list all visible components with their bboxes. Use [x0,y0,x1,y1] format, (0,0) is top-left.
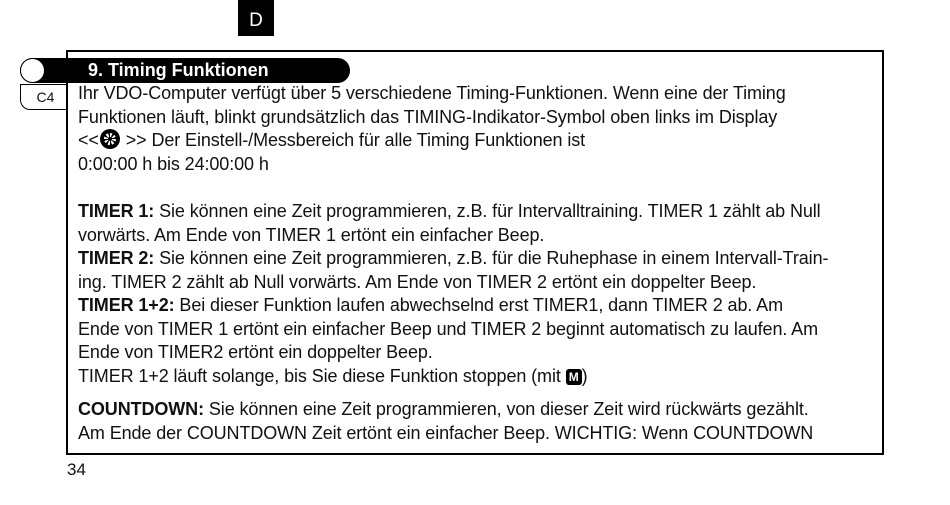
timer12-text: TIMER 1+2 läuft solange, bis Sie diese Funktion stoppen (mit [78,365,566,386]
m-button-icon: M [566,369,582,385]
page-number: 34 [67,460,86,479]
section-header-circle [20,58,45,83]
page-content [78,82,878,445]
timing-indicator-icon [100,129,120,149]
language-tab: D [238,0,274,36]
range-line: 0:00:00 h bis 24:00:00 h [78,153,269,174]
timer12-text: Bei dieser Funktion laufen abwechselnd erst TIMER1, dann TIMER 2 ab. Am [174,295,783,315]
countdown-text: Am Ende der COUNTDOWN Zeit ertönt ein einfacher Beep. WICHTIG: Wenn COUNTDOWN [78,422,814,443]
timer12-text: Ende von TIMER2 ertönt ein doppelter Beep. [78,342,433,362]
countdown-text: Sie können eine Zeit programmieren, von dieser Zeit wird rückwärts gezählt. [203,399,809,419]
timer2-paragraph [78,247,878,294]
countdown-label: COUNTDOWN: [78,399,204,419]
timer1-label: TIMER 1: [78,201,155,221]
timer1-paragraph [78,200,878,247]
intro-line: Ihr VDO-Computer verfügt über 5 verschiedene Timing-Funktionen. Wenn eine der Timing [78,83,786,103]
timer1-text: vorwärts. Am Ende von TIMER 1 ertönt ein einfacher Beep. [78,224,545,245]
intro-line: << [78,130,99,150]
timer12-text: ) [581,365,588,386]
timer2-text: ing. TIMER 2 zählt ab Null vorwärts. Am Ende von TIMER 2 ertönt ein doppelter Beep. [78,271,757,292]
timer12-text: Ende von TIMER 1 ertönt ein einfacher Beep und TIMER 2 beginnt automatisch zu laufen. Am [78,318,818,339]
countdown-paragraph [78,398,878,445]
timer2-label: TIMER 2: [78,248,155,268]
timer12-label: TIMER 1+2: [78,295,175,315]
section-title: 9. Timing Funktionen [88,60,269,80]
intro-line: >> Der Einstell-/Messbereich für alle Timing Funktionen ist [120,130,586,150]
timer12-paragraph [78,294,878,388]
timer2-text: Sie können eine Zeit programmieren, z.B. für die Ruhephase in einem Intervall-Train- [154,248,829,268]
intro-line: Funktionen läuft, blinkt grundsätzlich das TIMING-Indikator-Symbol oben links im Display [78,106,778,127]
section-code-label: C4 [20,84,66,110]
intro-paragraph [78,82,878,176]
timer1-text: Sie können eine Zeit programmieren, z.B. für Intervalltraining. TIMER 1 zählt ab Null [154,201,821,221]
